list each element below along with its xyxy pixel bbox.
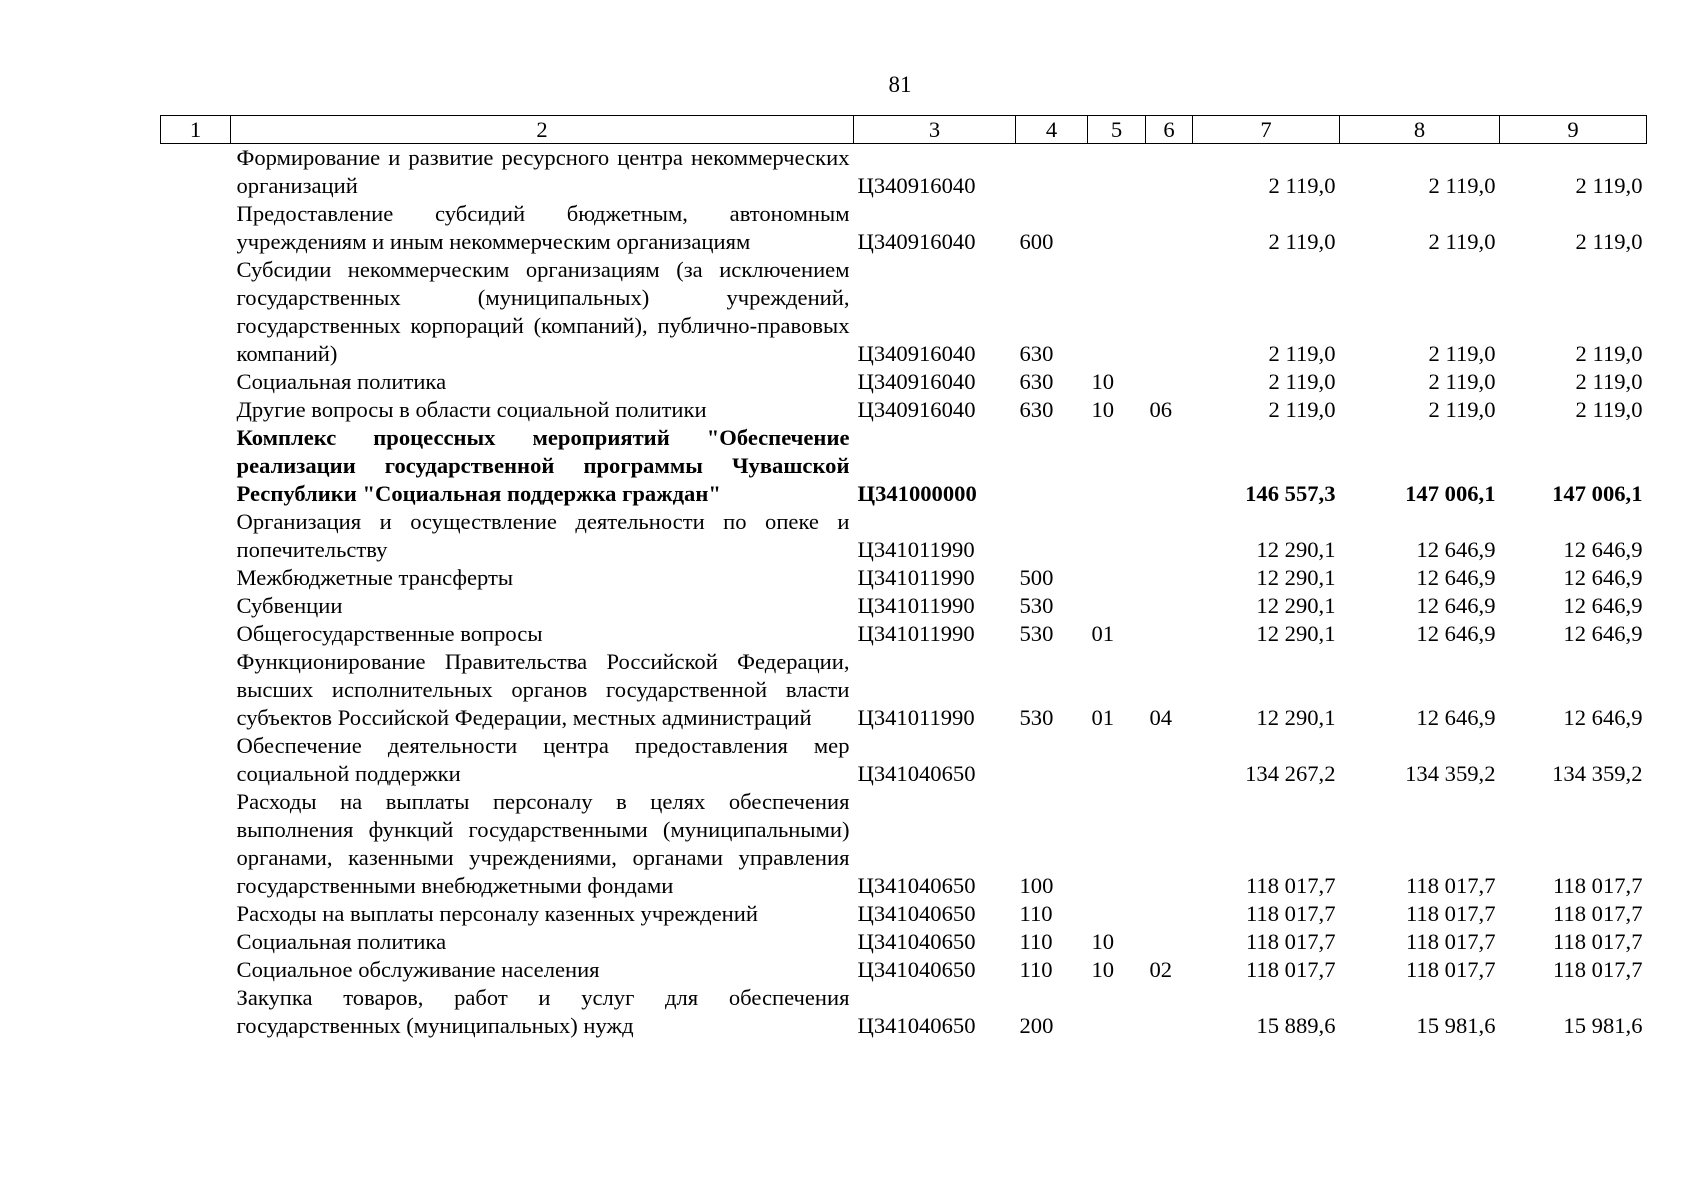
row-amount-col8: 12 646,9 xyxy=(1416,621,1496,646)
column-header-3: 3 xyxy=(854,116,1016,144)
table-row xyxy=(161,508,1647,564)
row-amount-col7: 118 017,7 xyxy=(1245,873,1336,898)
row-subsection xyxy=(1146,732,1193,788)
budget-table xyxy=(160,115,1647,1040)
page-number: 81 xyxy=(888,72,912,97)
row-amount-col7: 12 290,1 xyxy=(1256,593,1336,618)
row-expense-type: 530 xyxy=(1019,593,1054,618)
table-row xyxy=(161,592,1647,620)
row-section: 10 xyxy=(1091,369,1115,394)
row-subsection: 04 xyxy=(1149,705,1173,730)
row-amount-col8: 2 119,0 xyxy=(1428,369,1496,394)
row-name: Субвенции xyxy=(236,593,343,618)
column-header-1: 1 xyxy=(161,116,231,144)
row-amount-col9: 2 119,0 xyxy=(1575,397,1643,422)
row-section xyxy=(1088,508,1146,564)
row-amount-col9: 2 119,0 xyxy=(1575,341,1643,366)
row-subsection xyxy=(1146,564,1193,592)
row-expense-type: 530 xyxy=(1019,705,1054,730)
row-target-code: Ц340916040 xyxy=(857,369,976,394)
table-row xyxy=(161,144,1647,201)
row-expense-type xyxy=(1016,508,1088,564)
row-subsection xyxy=(1146,200,1193,256)
row-target-code: Ц341011990 xyxy=(857,593,975,618)
row-section xyxy=(1088,200,1146,256)
row-amount-col9: 12 646,9 xyxy=(1563,537,1643,562)
row-amount-col7: 12 290,1 xyxy=(1256,565,1336,590)
row-expense-type: 630 xyxy=(1019,341,1054,366)
row-amount-col9: 15 981,6 xyxy=(1563,1013,1643,1038)
row-amount-col7: 12 290,1 xyxy=(1256,621,1336,646)
row-target-code: Ц341040650 xyxy=(857,873,976,898)
row-subsection xyxy=(1146,592,1193,620)
row-subsection xyxy=(1146,368,1193,396)
row-amount-col8: 2 119,0 xyxy=(1428,229,1496,254)
row-subsection xyxy=(1146,788,1193,900)
row-name: Социальное обслуживание населения xyxy=(236,957,600,982)
row-target-code: Ц341040650 xyxy=(857,957,976,982)
row-amount-col7: 134 267,2 xyxy=(1245,761,1336,786)
row-amount-col7: 146 557,3 xyxy=(1245,481,1336,506)
column-header-9: 9 xyxy=(1500,116,1647,144)
row-target-code: Ц340916040 xyxy=(857,229,976,254)
row-amount-col8: 118 017,7 xyxy=(1405,929,1496,954)
row-section xyxy=(1088,256,1146,368)
row-name: Расходы на выплаты персоналу казенных учреждений xyxy=(236,901,758,926)
row-name: Межбюджетные трансферты xyxy=(236,565,514,590)
row-section: 01 xyxy=(1091,705,1115,730)
row-subsection xyxy=(1146,984,1193,1040)
row-amount-col8: 134 359,2 xyxy=(1405,761,1496,786)
row-subsection: 06 xyxy=(1149,397,1173,422)
row-section: 01 xyxy=(1091,621,1115,646)
row-amount-col8: 118 017,7 xyxy=(1405,957,1496,982)
row-subsection xyxy=(1146,424,1193,508)
row-name: Другие вопросы в области социальной политики xyxy=(236,397,707,422)
row-amount-col9: 134 359,2 xyxy=(1552,761,1643,786)
row-name: Комплекс процессных мероприятий "Обеспечение реализации государственной программы Чувашской Республики "Социальная поддержка граждан" xyxy=(236,425,850,506)
row-section: 10 xyxy=(1091,397,1115,422)
table-row xyxy=(161,788,1647,900)
row-target-code: Ц341011990 xyxy=(857,537,975,562)
row-target-code: Ц341011990 xyxy=(857,565,975,590)
column-header-8: 8 xyxy=(1340,116,1500,144)
row-amount-col7: 118 017,7 xyxy=(1245,929,1336,954)
row-target-code: Ц340916040 xyxy=(857,173,976,198)
row-name: Обеспечение деятельности центра предоставления мер социальной поддержки xyxy=(236,733,850,786)
row-amount-col9: 2 119,0 xyxy=(1575,173,1643,198)
row-section xyxy=(1088,984,1146,1040)
table-row xyxy=(161,900,1647,928)
row-expense-type: 110 xyxy=(1019,901,1053,926)
row-target-code: Ц341011990 xyxy=(857,705,975,730)
row-subsection: 02 xyxy=(1149,957,1173,982)
row-amount-col8: 15 981,6 xyxy=(1416,1013,1496,1038)
row-expense-type: 110 xyxy=(1019,929,1053,954)
row-amount-col9: 118 017,7 xyxy=(1552,957,1643,982)
column-header-4: 4 xyxy=(1016,116,1088,144)
row-expense-type: 110 xyxy=(1019,957,1053,982)
row-subsection xyxy=(1146,928,1193,956)
row-amount-col7: 15 889,6 xyxy=(1256,1013,1336,1038)
row-amount-col9: 12 646,9 xyxy=(1563,565,1643,590)
row-amount-col9: 2 119,0 xyxy=(1575,229,1643,254)
row-amount-col8: 147 006,1 xyxy=(1405,481,1496,506)
table-row xyxy=(161,424,1647,508)
row-amount-col9: 12 646,9 xyxy=(1563,705,1643,730)
row-section xyxy=(1088,592,1146,620)
column-header-2: 2 xyxy=(231,116,854,144)
row-amount-col9: 12 646,9 xyxy=(1563,593,1643,618)
row-amount-col7: 2 119,0 xyxy=(1268,341,1336,366)
row-expense-type: 200 xyxy=(1019,1013,1054,1038)
row-section: 10 xyxy=(1091,929,1115,954)
table-row xyxy=(161,564,1647,592)
row-amount-col8: 2 119,0 xyxy=(1428,173,1496,198)
row-amount-col7: 118 017,7 xyxy=(1245,901,1336,926)
row-section xyxy=(1088,900,1146,928)
row-target-code: Ц341040650 xyxy=(857,929,976,954)
table-row xyxy=(161,200,1647,256)
table-row xyxy=(161,396,1647,424)
header-row xyxy=(161,116,1647,144)
table-row xyxy=(161,732,1647,788)
row-subsection xyxy=(1146,144,1193,201)
row-name: Расходы на выплаты персоналу в целях обеспечения выполнения функций государственными (муниципальными) органами, казенными учреждениями, органами управления государственными внебюджетными фондами xyxy=(236,789,850,898)
table-row xyxy=(161,256,1647,368)
row-amount-col7: 2 119,0 xyxy=(1268,173,1336,198)
row-section xyxy=(1088,564,1146,592)
row-target-code: Ц341011990 xyxy=(857,621,975,646)
row-amount-col7: 2 119,0 xyxy=(1268,229,1336,254)
row-expense-type xyxy=(1016,732,1088,788)
table-row xyxy=(161,368,1647,396)
row-target-code: Ц340916040 xyxy=(857,341,976,366)
row-expense-type: 600 xyxy=(1019,229,1054,254)
row-expense-type: 630 xyxy=(1019,369,1054,394)
row-name: Субсидии некоммерческим организациям (за исключением государственных (муниципальных) учреждений, государственных корпораций (компаний), публично-правовых компаний) xyxy=(236,257,850,366)
row-section xyxy=(1088,788,1146,900)
row-amount-col8: 12 646,9 xyxy=(1416,537,1496,562)
row-name: Функционирование Правительства Российской Федерации, высших исполнительных органов государственной власти субъектов Российской Федерации, местных администраций xyxy=(236,649,850,730)
row-expense-type: 530 xyxy=(1019,621,1054,646)
row-amount-col8: 12 646,9 xyxy=(1416,705,1496,730)
row-amount-col9: 12 646,9 xyxy=(1563,621,1643,646)
row-name: Социальная политика xyxy=(236,929,447,954)
row-expense-type xyxy=(1016,424,1088,508)
row-subsection xyxy=(1146,508,1193,564)
row-amount-col8: 118 017,7 xyxy=(1405,901,1496,926)
row-amount-col8: 2 119,0 xyxy=(1428,397,1496,422)
row-amount-col9: 147 006,1 xyxy=(1552,481,1643,506)
row-expense-type: 500 xyxy=(1019,565,1054,590)
column-header-5: 5 xyxy=(1088,116,1146,144)
row-amount-col8: 2 119,0 xyxy=(1428,341,1496,366)
row-amount-col7: 2 119,0 xyxy=(1268,397,1336,422)
row-amount-col7: 118 017,7 xyxy=(1245,957,1336,982)
row-section xyxy=(1088,144,1146,201)
row-amount-col7: 2 119,0 xyxy=(1268,369,1336,394)
table-row xyxy=(161,620,1647,648)
column-header-6: 6 xyxy=(1146,116,1193,144)
row-section: 10 xyxy=(1091,957,1115,982)
table-row xyxy=(161,956,1647,984)
row-expense-type xyxy=(1016,144,1088,201)
row-subsection xyxy=(1146,256,1193,368)
table-row xyxy=(161,984,1647,1040)
row-target-code: Ц341040650 xyxy=(857,1013,976,1038)
row-amount-col9: 118 017,7 xyxy=(1552,929,1643,954)
row-target-code: Ц341040650 xyxy=(857,761,976,786)
row-amount-col8: 118 017,7 xyxy=(1405,873,1496,898)
row-amount-col7: 12 290,1 xyxy=(1256,705,1336,730)
row-expense-type: 630 xyxy=(1019,397,1054,422)
row-name: Социальная политика xyxy=(236,369,447,394)
table-body xyxy=(161,144,1647,1041)
row-amount-col8: 12 646,9 xyxy=(1416,565,1496,590)
row-name: Закупка товаров, работ и услуг для обеспечения государственных (муниципальных) нужд xyxy=(236,985,850,1038)
table-row xyxy=(161,928,1647,956)
row-amount-col9: 118 017,7 xyxy=(1552,901,1643,926)
row-name: Общегосударственные вопросы xyxy=(236,621,543,646)
row-section xyxy=(1088,732,1146,788)
row-target-code: Ц341000000 xyxy=(857,481,977,506)
row-amount-col9: 2 119,0 xyxy=(1575,369,1643,394)
row-expense-type: 100 xyxy=(1019,873,1054,898)
row-subsection xyxy=(1146,620,1193,648)
row-subsection xyxy=(1146,900,1193,928)
column-header-7: 7 xyxy=(1193,116,1340,144)
table-row xyxy=(161,648,1647,732)
row-amount-col9: 118 017,7 xyxy=(1552,873,1643,898)
row-target-code: Ц341040650 xyxy=(857,901,976,926)
row-name: Организация и осуществление деятельности по опеке и попечительству xyxy=(236,509,850,562)
row-name: Предоставление субсидий бюджетным, автономным учреждениям и иным некоммерческим организациям xyxy=(236,201,850,254)
row-name: Формирование и развитие ресурсного центра некоммерческих организаций xyxy=(236,145,850,198)
row-amount-col8: 12 646,9 xyxy=(1416,593,1496,618)
row-section xyxy=(1088,424,1146,508)
row-amount-col7: 12 290,1 xyxy=(1256,537,1336,562)
row-target-code: Ц340916040 xyxy=(857,397,976,422)
